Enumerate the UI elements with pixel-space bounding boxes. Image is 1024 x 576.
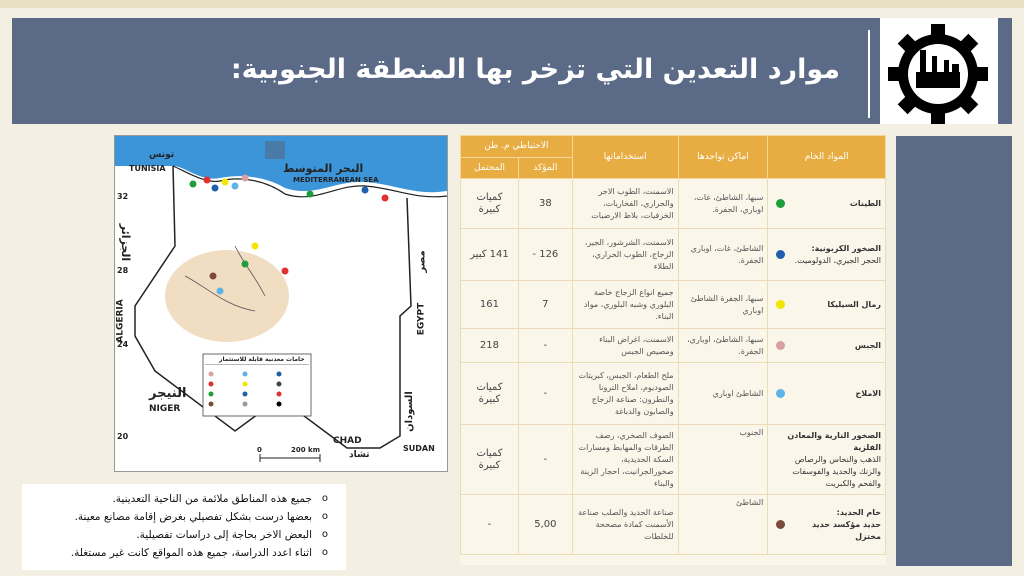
probable-cell: كميات كبيرة	[461, 179, 519, 229]
label-algeria-ar: الجزائر	[119, 223, 133, 262]
table-row	[461, 363, 886, 425]
label-sudan-en: SUDAN	[403, 444, 435, 453]
gypsum-marker-icon	[776, 341, 785, 350]
material-name: الصخور النارية والمعادن الفلزية	[787, 430, 881, 452]
probable-cell: 218	[461, 329, 519, 363]
label-scale-zero: 0	[257, 446, 262, 454]
probable-cell: -	[461, 495, 519, 555]
material-name: الطينات	[849, 198, 881, 208]
proven-cell: 126 -	[518, 229, 572, 281]
logo	[880, 18, 998, 124]
right-decor-panel	[896, 136, 1012, 566]
material-name: الاملاح	[855, 388, 881, 398]
proven-cell: -	[518, 363, 572, 425]
header-locations: اماكن تواجدها	[678, 136, 768, 179]
uses-cell: ملح الطعام، الجبس، كبريتات الصوديوم، املاح الترونا والنطرون: صناعة الزجاج والصابون والدباغة	[572, 363, 678, 425]
label-tunisia: TUNISIA	[129, 164, 166, 173]
uses-cell: الاسمنت، الشرشور، الجير، الزجاج، الطوب الحراري، الطلاء	[572, 229, 678, 281]
material-name: خام الحديد:	[836, 507, 881, 517]
table-row	[461, 425, 886, 495]
material-sub: الحجر الجيري، الدولوميت.	[794, 255, 881, 265]
material-name: رمال السيليكا	[827, 299, 881, 309]
table-row	[461, 179, 886, 229]
silica-marker-icon	[776, 300, 785, 309]
probable-cell: كميات كبيرة	[461, 363, 519, 425]
header-reserve: الاحتياطي م. طن	[461, 136, 573, 158]
label-egypt-ar: مصر	[416, 250, 428, 273]
salts-marker-icon	[776, 389, 785, 398]
proven-cell: 5,00	[518, 495, 572, 555]
legend-title: خامات معدنية قابلة للاستثمار	[219, 356, 305, 363]
proven-cell: -	[518, 425, 572, 495]
header-probable: المحتمل	[461, 157, 519, 179]
label-chad-ar: تشاد	[349, 450, 370, 460]
minerals-table	[460, 135, 886, 555]
label-mediterranean-ar: البحر المتوسط	[283, 162, 364, 175]
locations-cell: سبها، الجفرة الشاطئ اوباري	[678, 281, 768, 329]
locations-cell: سبها، الشاطئ، اوباري، الجفرة.	[678, 329, 768, 363]
label-scale: 200 km	[291, 446, 320, 454]
minerals-table-panel	[460, 135, 886, 565]
uses-cell: صناعة الحديد والصلب صناعة الأسمنت كمادة مصححة للخلطات	[572, 495, 678, 555]
label-chad-en: CHAD	[333, 436, 362, 446]
table-row	[461, 329, 886, 363]
table-row	[461, 495, 886, 555]
libya-mineral-map	[114, 135, 448, 472]
material-sub: حديد مؤكسد حديد مختزل	[812, 519, 881, 541]
label-sudan-ar: السودان	[403, 391, 415, 432]
probable-cell: 141 كبير	[461, 229, 519, 281]
header-uses: استخداماتها	[572, 136, 678, 179]
note-item: o جميع هذه المناطق ملائمة من الناحية التعدينية.	[22, 490, 326, 508]
label-lat-28: 28	[117, 266, 129, 275]
locations-cell: الشاطئ	[678, 495, 768, 555]
table-row	[461, 281, 886, 329]
label-tunis: تونس	[149, 150, 175, 160]
table-row	[461, 229, 886, 281]
label-lat-20: 20	[117, 432, 129, 441]
header-divider	[868, 30, 870, 118]
label-egypt-en: EGYPT	[416, 302, 427, 336]
material-name: الجبس	[854, 340, 881, 350]
locations-cell: الشاطئ اوباري	[678, 363, 768, 425]
locations-cell: الجنوب	[678, 425, 768, 495]
probable-cell: كميات كبيرة	[461, 425, 519, 495]
notes-box	[22, 484, 346, 570]
probable-cell: 161	[461, 281, 519, 329]
note-item: o البعض الاخر بحاجة إلى دراسات تفصيلية.	[22, 526, 326, 544]
label-lat-24: 24	[117, 340, 129, 349]
map-graphic	[115, 136, 447, 471]
locations-cell: سبها، الشاطئ، غات، اوباري، الجفرة.	[678, 179, 768, 229]
proven-cell: -	[518, 329, 572, 363]
note-item: o اثناء اعدد الدراسة، جميع هذه المواقع كانت غير مستغلة.	[22, 544, 326, 562]
top-border	[0, 0, 1024, 8]
iron-ore-marker-icon	[776, 520, 785, 529]
proven-cell: 38	[518, 179, 572, 229]
uses-cell: جميع انواع الزجاج خاصة البلوري وشبه البلوري، مواد البناء.	[572, 281, 678, 329]
locations-cell: الشاطئ، غات، اوباري الجفرة.	[678, 229, 768, 281]
carbonate-marker-icon	[776, 250, 785, 259]
factory-gear-icon	[880, 18, 998, 124]
material-name: الصخور الكربونية:	[811, 243, 881, 253]
header-material: المواد الخام	[768, 136, 886, 179]
label-mediterranean-en: MEDITERRANEAN SEA	[293, 176, 379, 184]
header-proven: المؤكد	[518, 157, 572, 179]
uses-cell: الصوف الصخري، رصف الطرقات والمهابط ومسارات السكة الحديدية، صخورالجرانيت، احجار الزينة والبناء	[572, 425, 678, 495]
uses-cell: الاسمنت، الطوب الاجر والحراري، الفخاريات، الخزفيات، بلاط الارضيات	[572, 179, 678, 229]
proven-cell: 7	[518, 281, 572, 329]
slide-title: موارد التعدين التي تزخر بها المنطقة الجنوبية:	[230, 54, 840, 85]
material-sub: الذهب والنحاس والرصاص والزنك والحديد والفوسفات والفحم والكبريت	[792, 454, 881, 488]
label-lat-32: 32	[117, 192, 129, 201]
clay-marker-icon	[776, 199, 785, 208]
note-item: o بعضها درست بشكل تفصيلي بغرض إقامة مصانع معينة.	[22, 508, 326, 526]
uses-cell: الاسمنت، اغراض البناء ومصيص الجبس	[572, 329, 678, 363]
label-algeria-en: ALGERIA	[115, 299, 126, 343]
label-niger-ar: النيجر	[149, 386, 187, 401]
label-niger-en: NIGER	[149, 404, 181, 414]
